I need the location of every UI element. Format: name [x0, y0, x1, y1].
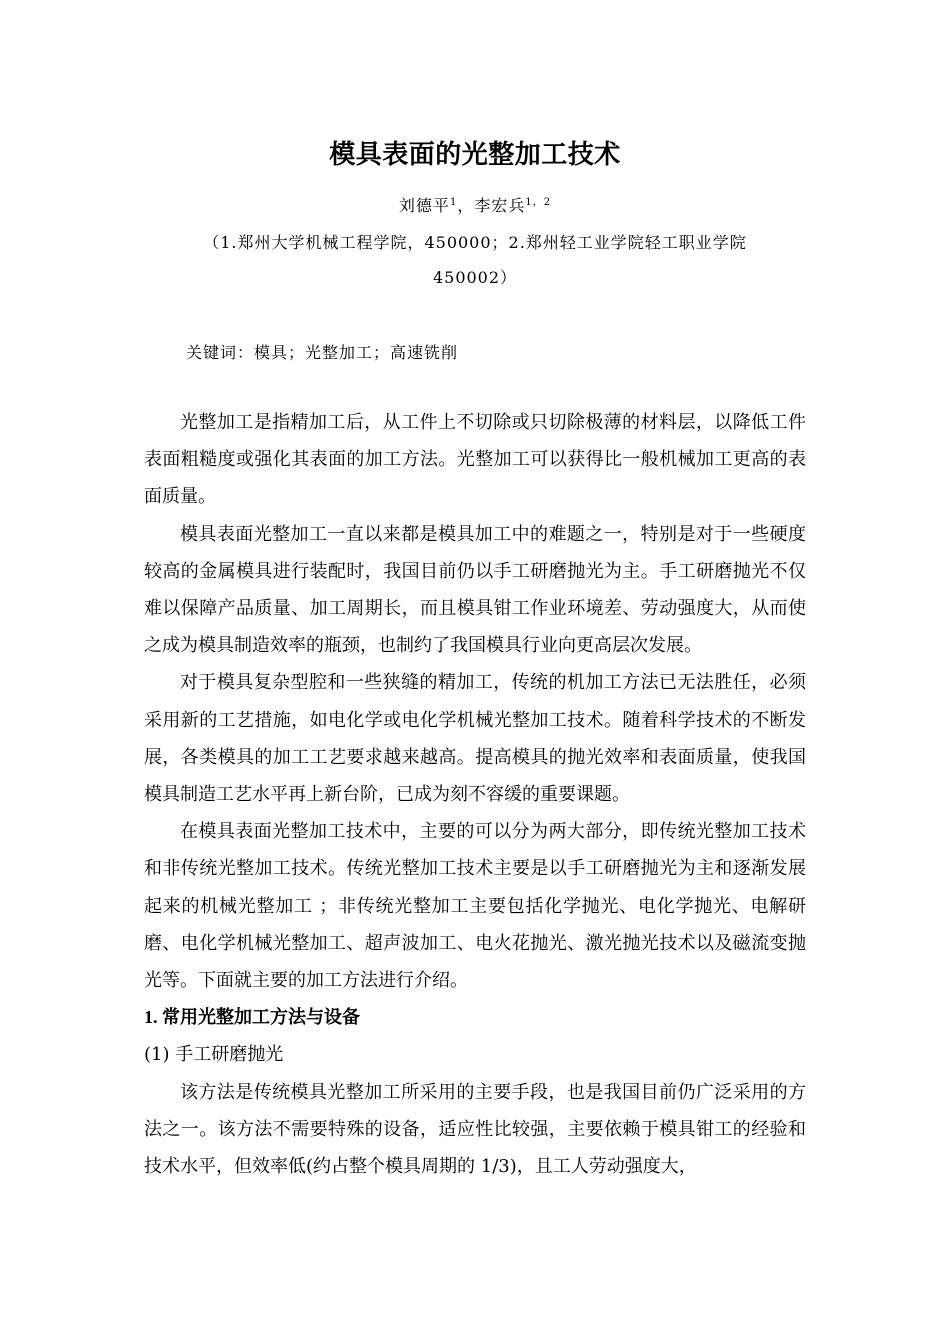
keywords: 关键词：模具；光整加工；高速铣削 — [186, 343, 459, 362]
body-text — [144, 404, 806, 1185]
affiliation-line-1: （1.郑州大学机械工程学院，450000；2.郑州轻工业学院轻工职业学院 — [203, 233, 747, 252]
author-line — [0, 193, 950, 216]
section-heading: 1. 常用光整加工方法与设备 — [144, 1007, 360, 1028]
paragraph-2: 模具表面光整加工一直以来都是模具加工中的难题之一，特别是对于一些硬度较高的金属模具进行装配时，我国目前仍以手工研磨抛光为主。手工研磨抛光不仅难以保障产品质量、加工周期长，而且模具钳工作业环境差、劳动强度大，从而使之成为模具制造效率的瓶颈，也制约了我国模具行业向更高层次发展。 — [144, 523, 806, 657]
author-affiliation-marker-2: 1，2 — [525, 197, 552, 208]
author-separator: ， — [457, 196, 475, 215]
author-name-1: 刘德平 — [398, 196, 450, 215]
author-affiliation-marker-1: 1 — [449, 197, 458, 208]
subsection-heading: (1) 手工研磨抛光 — [144, 1044, 284, 1066]
author-name-2: 李宏兵 — [474, 196, 526, 215]
affiliation-line-2: 450002） — [432, 268, 518, 287]
document-title: 模具表面的光整加工技术 — [329, 140, 621, 170]
paragraph-1: 光整加工是指精加工后，从工件上不切除或只切除极薄的材料层，以降低工件表面粗糙度或强化其表面的加工方法。光整加工可以获得比一般机械加工更高的表面质量。 — [144, 412, 806, 508]
paragraph-5: 该方法是传统模具光整加工所采用的主要手段，也是我国目前仍广泛采用的方法之一。该方法不需要特殊的设备，适应性比较强，主要依赖于模具钳工的经验和技术水平，但效率低(约占整个模具周期的 1/3)，且工人劳动强度大， — [144, 1081, 806, 1178]
paragraph-4: 在模具表面光整加工技术中，主要的可以分为两大部分，即传统光整加工技术和非传统光整加工技术。传统光整加工技术主要是以手工研磨抛光为主和逐渐发展起来的机械光整加工 ；非传统光整加工主要包括化学抛光、电化学抛光、电解研磨、电化学机械光整加工、超声波加工、电火花抛光、激光抛光技术以及磁流变抛光等。下面就主要的加工方法进行介绍。 — [144, 821, 806, 992]
paragraph-3: 对于模具复杂型腔和一些狭缝的精加工，传统的机加工方法已无法胜任，必须采用新的工艺措施，如电化学或电化学机械光整加工技术。随着科学技术的不断发展，各类模具的加工工艺要求越来越高。提高模具的抛光效率和表面质量，使我国模具制造工艺水平再上新台阶，已成为刻不容缓的重要课题。 — [144, 672, 806, 806]
